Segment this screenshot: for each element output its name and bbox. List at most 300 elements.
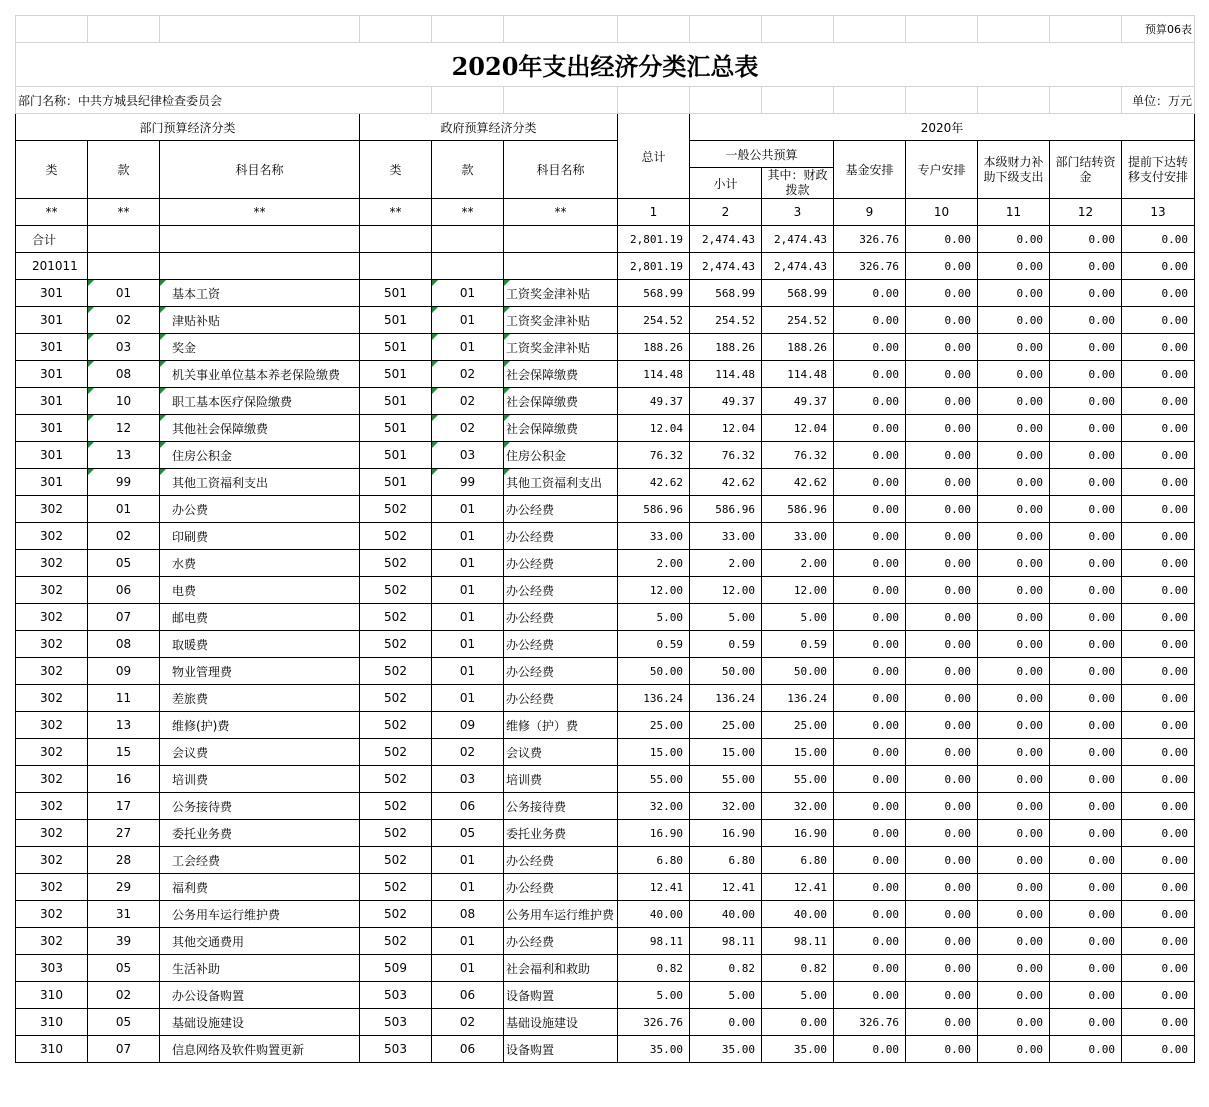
table-cell: 委托业务费 — [504, 820, 618, 847]
table-cell: 0.00 — [906, 550, 978, 577]
table-cell: 0.00 — [1050, 847, 1122, 874]
table-cell: 0.00 — [834, 280, 906, 307]
table-cell: 302 — [16, 874, 88, 901]
table-cell: 501 — [360, 334, 432, 361]
table-cell: 76.32 — [690, 442, 762, 469]
table-cell: 99 — [432, 469, 504, 496]
table-cell: 502 — [360, 577, 432, 604]
table-cell: 0.00 — [834, 334, 906, 361]
table-cell: 其他工资福利支出 — [504, 469, 618, 496]
table-cell: 0.00 — [1122, 1036, 1195, 1063]
table-cell: 01 — [432, 577, 504, 604]
column-code: 13 — [1122, 199, 1195, 226]
table-cell: 0.00 — [834, 523, 906, 550]
table-row — [16, 280, 1195, 307]
table-cell: 0.00 — [834, 874, 906, 901]
table-cell: 办公经费 — [504, 496, 618, 523]
table-cell: 办公经费 — [504, 847, 618, 874]
table-cell: 0.00 — [1122, 658, 1195, 685]
table-row — [16, 442, 1195, 469]
table-cell: 01 — [432, 631, 504, 658]
table-cell: 培训费 — [160, 766, 360, 793]
table-cell: 35.00 — [762, 1036, 834, 1063]
table-cell: 0.00 — [1122, 847, 1195, 874]
table-cell: 07 — [88, 604, 160, 631]
table-cell: 机关事业单位基本养老保险缴费 — [160, 361, 360, 388]
table-cell: 01 — [432, 928, 504, 955]
table-cell: 502 — [360, 658, 432, 685]
table-cell: 188.26 — [762, 334, 834, 361]
table-cell: 其他社会保障缴费 — [160, 415, 360, 442]
table-cell: 10 — [88, 388, 160, 415]
table-cell: 05 — [88, 955, 160, 982]
form-number: 预算06表 — [1122, 16, 1195, 43]
column-code: 10 — [906, 199, 978, 226]
table-cell: 0.00 — [1050, 793, 1122, 820]
table-cell: 0.00 — [1050, 523, 1122, 550]
table-cell: 5.00 — [690, 982, 762, 1009]
table-cell: 0.00 — [1050, 631, 1122, 658]
table-cell: 0.00 — [978, 901, 1050, 928]
table-cell: 住房公积金 — [504, 442, 618, 469]
table-cell: 0.00 — [978, 226, 1050, 253]
table-cell: 0.00 — [1050, 226, 1122, 253]
table-cell: 0.00 — [978, 847, 1050, 874]
table-cell: 2.00 — [618, 550, 690, 577]
table-cell: 0.00 — [906, 604, 978, 631]
table-cell: 01 — [88, 496, 160, 523]
table-cell: 27 — [88, 820, 160, 847]
column-code: 1 — [618, 199, 690, 226]
table-cell: 0.00 — [906, 712, 978, 739]
table-cell: 0.00 — [906, 415, 978, 442]
table-cell: 501 — [360, 307, 432, 334]
table-cell: 08 — [88, 361, 160, 388]
table-row — [16, 334, 1195, 361]
table-cell: 06 — [88, 577, 160, 604]
table-cell: 0.00 — [1050, 388, 1122, 415]
table-cell: 0.00 — [978, 982, 1050, 1009]
header-lei: 类 — [16, 141, 88, 199]
table-cell: 06 — [432, 982, 504, 1009]
table-cell: 0.00 — [1050, 766, 1122, 793]
table-cell: 0.00 — [906, 847, 978, 874]
table-cell: 0.00 — [1050, 469, 1122, 496]
table-cell: 0.00 — [1122, 415, 1195, 442]
table-cell: 11 — [88, 685, 160, 712]
table-cell: 502 — [360, 874, 432, 901]
table-cell: 0.00 — [1122, 550, 1195, 577]
table-cell: 0.00 — [834, 361, 906, 388]
table-cell: 07 — [88, 1036, 160, 1063]
table-cell: 办公费 — [160, 496, 360, 523]
column-code: ** — [88, 199, 160, 226]
table-cell: 0.00 — [834, 685, 906, 712]
table-cell: 0.00 — [834, 820, 906, 847]
table-cell: 0.00 — [906, 1036, 978, 1063]
column-code: 11 — [978, 199, 1050, 226]
table-cell: 2,474.43 — [762, 226, 834, 253]
table-cell: 502 — [360, 766, 432, 793]
table-cell: 0.00 — [1050, 307, 1122, 334]
page-title: 2020年支出经济分类汇总表 — [16, 43, 1195, 87]
table-row — [16, 226, 1195, 253]
table-cell: 568.99 — [762, 280, 834, 307]
table-cell: 6.80 — [618, 847, 690, 874]
table-row — [16, 874, 1195, 901]
table-cell: 02 — [88, 307, 160, 334]
table-cell: 设备购置 — [504, 982, 618, 1009]
table-cell: 0.00 — [906, 766, 978, 793]
table-cell: 0.00 — [762, 1009, 834, 1036]
table-cell: 0.00 — [1050, 280, 1122, 307]
table-cell: 0.00 — [1050, 1036, 1122, 1063]
table-cell — [432, 253, 504, 280]
table-cell: 08 — [88, 631, 160, 658]
table-cell: 05 — [88, 550, 160, 577]
table-cell: 01 — [432, 685, 504, 712]
table-cell: 0.00 — [1050, 496, 1122, 523]
table-cell — [160, 253, 360, 280]
table-cell: 02 — [432, 415, 504, 442]
table-cell: 501 — [360, 361, 432, 388]
table-cell: 301 — [16, 442, 88, 469]
table-cell: 0.00 — [1050, 334, 1122, 361]
table-cell: 社会福利和救助 — [504, 955, 618, 982]
table-cell: 住房公积金 — [160, 442, 360, 469]
table-cell: 502 — [360, 928, 432, 955]
table-cell: 301 — [16, 415, 88, 442]
table-cell: 302 — [16, 496, 88, 523]
table-body — [16, 226, 1195, 1063]
table-cell: 0.00 — [978, 280, 1050, 307]
table-cell: 0.00 — [978, 523, 1050, 550]
table-cell: 0.00 — [906, 928, 978, 955]
table-cell: 16.90 — [618, 820, 690, 847]
table-cell: 25.00 — [690, 712, 762, 739]
table-cell: 0.00 — [834, 658, 906, 685]
table-cell: 0.00 — [1122, 739, 1195, 766]
table-cell: 0.00 — [1050, 739, 1122, 766]
table-cell: 326.76 — [618, 1009, 690, 1036]
table-cell: 16.90 — [762, 820, 834, 847]
table-row — [16, 712, 1195, 739]
column-code: 2 — [690, 199, 762, 226]
table-cell: 12 — [88, 415, 160, 442]
table-cell: 15 — [88, 739, 160, 766]
table-cell: 0.00 — [906, 253, 978, 280]
table-cell: 586.96 — [690, 496, 762, 523]
table-cell: 502 — [360, 631, 432, 658]
table-cell: 0.00 — [1122, 226, 1195, 253]
table-cell — [88, 253, 160, 280]
table-cell: 5.00 — [762, 604, 834, 631]
table-row — [16, 604, 1195, 631]
table-cell: 0.00 — [1122, 496, 1195, 523]
table-cell: 33.00 — [690, 523, 762, 550]
table-cell: 01 — [432, 550, 504, 577]
table-cell: 0.00 — [1122, 307, 1195, 334]
table-cell: 0.00 — [978, 415, 1050, 442]
header-gov-class: 政府预算经济分类 — [360, 114, 618, 141]
table-cell: 其他交通费用 — [160, 928, 360, 955]
table-cell: 0.00 — [834, 928, 906, 955]
table-cell: 0.00 — [1122, 901, 1195, 928]
table-cell: 42.62 — [618, 469, 690, 496]
table-cell: 0.00 — [906, 874, 978, 901]
table-cell: 0.00 — [978, 577, 1050, 604]
table-cell: 职工基本医疗保险缴费 — [160, 388, 360, 415]
table-cell — [88, 226, 160, 253]
department-name: 部门名称：中共方城县纪律检查委员会 — [16, 87, 432, 114]
table-cell: 15.00 — [762, 739, 834, 766]
table-cell: 301 — [16, 307, 88, 334]
table-cell: 0.00 — [1122, 793, 1195, 820]
table-cell: 0.59 — [690, 631, 762, 658]
header-advance: 提前下达转移支付安排 — [1122, 141, 1195, 199]
table-cell: 0.00 — [834, 550, 906, 577]
table-cell: 办公设备购置 — [160, 982, 360, 1009]
table-cell: 0.00 — [906, 226, 978, 253]
table-cell: 35.00 — [690, 1036, 762, 1063]
table-cell: 502 — [360, 550, 432, 577]
table-cell: 0.00 — [834, 469, 906, 496]
table-cell: 0.00 — [1122, 874, 1195, 901]
table-cell: 会议费 — [504, 739, 618, 766]
table-cell: 取暖费 — [160, 631, 360, 658]
column-code-row — [16, 199, 1195, 226]
header-subject: 科目名称 — [160, 141, 360, 199]
table-cell: 0.00 — [906, 955, 978, 982]
table-cell: 32.00 — [762, 793, 834, 820]
table-cell: 公务接待费 — [160, 793, 360, 820]
table-cell: 302 — [16, 847, 88, 874]
table-cell: 0.00 — [1122, 631, 1195, 658]
table-cell: 0.00 — [1050, 658, 1122, 685]
table-cell: 326.76 — [834, 253, 906, 280]
table-cell: 2,474.43 — [690, 226, 762, 253]
table-cell: 0.00 — [1122, 523, 1195, 550]
table-cell: 12.00 — [618, 577, 690, 604]
table-cell — [160, 226, 360, 253]
table-cell: 印刷费 — [160, 523, 360, 550]
table-cell: 01 — [432, 955, 504, 982]
table-cell: 502 — [360, 685, 432, 712]
table-cell: 0.00 — [1050, 253, 1122, 280]
table-cell: 0.00 — [1122, 280, 1195, 307]
table-cell: 42.62 — [762, 469, 834, 496]
table-cell: 49.37 — [690, 388, 762, 415]
table-cell: 0.00 — [978, 1036, 1050, 1063]
table-cell: 0.00 — [978, 361, 1050, 388]
table-cell: 12.00 — [762, 577, 834, 604]
table-cell: 01 — [432, 847, 504, 874]
header-carryover: 部门结转资金 — [1050, 141, 1122, 199]
title-row — [16, 43, 1195, 87]
table-cell: 501 — [360, 442, 432, 469]
table-row — [16, 658, 1195, 685]
column-code: ** — [360, 199, 432, 226]
table-cell: 502 — [360, 820, 432, 847]
table-cell: 0.00 — [834, 982, 906, 1009]
table-cell: 502 — [360, 793, 432, 820]
table-cell: 0.00 — [1050, 901, 1122, 928]
table-cell: 08 — [432, 901, 504, 928]
table-cell: 0.00 — [978, 766, 1050, 793]
table-cell: 01 — [88, 280, 160, 307]
table-cell: 76.32 — [762, 442, 834, 469]
table-cell: 基础设施建设 — [504, 1009, 618, 1036]
table-cell: 0.00 — [978, 820, 1050, 847]
table-cell: 03 — [432, 442, 504, 469]
table-cell: 0.00 — [834, 901, 906, 928]
form-number-row — [16, 16, 1195, 43]
table-cell: 信息网络及软件购置更新 — [160, 1036, 360, 1063]
table-cell: 0.00 — [978, 955, 1050, 982]
table-row — [16, 388, 1195, 415]
table-cell: 254.52 — [618, 307, 690, 334]
table-cell: 188.26 — [618, 334, 690, 361]
table-cell: 0.00 — [906, 631, 978, 658]
table-cell: 0.00 — [978, 874, 1050, 901]
table-cell: 326.76 — [834, 226, 906, 253]
table-cell: 50.00 — [762, 658, 834, 685]
table-cell — [360, 226, 432, 253]
table-cell: 0.00 — [834, 1036, 906, 1063]
table-row — [16, 550, 1195, 577]
table-cell: 办公经费 — [504, 550, 618, 577]
table-cell: 302 — [16, 739, 88, 766]
table-cell: 电费 — [160, 577, 360, 604]
table-cell: 12.41 — [762, 874, 834, 901]
table-cell: 15.00 — [618, 739, 690, 766]
table-cell: 维修(护)费 — [160, 712, 360, 739]
table-cell: 办公经费 — [504, 874, 618, 901]
table-cell: 02 — [432, 388, 504, 415]
table-cell: 310 — [16, 1036, 88, 1063]
table-cell: 社会保障缴费 — [504, 415, 618, 442]
table-cell: 0.00 — [906, 361, 978, 388]
table-cell: 502 — [360, 847, 432, 874]
table-cell: 188.26 — [690, 334, 762, 361]
table-cell — [504, 253, 618, 280]
table-cell: 0.00 — [906, 307, 978, 334]
table-cell: 0.00 — [906, 901, 978, 928]
table-cell: 0.00 — [1050, 361, 1122, 388]
table-cell: 0.00 — [978, 550, 1050, 577]
table-cell: 503 — [360, 1036, 432, 1063]
table-cell: 0.00 — [1122, 361, 1195, 388]
table-cell: 0.00 — [690, 1009, 762, 1036]
table-cell: 工会经费 — [160, 847, 360, 874]
table-cell: 13 — [88, 712, 160, 739]
table-cell: 工资奖金津补贴 — [504, 334, 618, 361]
table-cell: 0.00 — [978, 739, 1050, 766]
table-cell: 15.00 — [690, 739, 762, 766]
table-cell: 16 — [88, 766, 160, 793]
table-cell: 0.00 — [834, 766, 906, 793]
table-cell: 06 — [432, 793, 504, 820]
table-cell: 0.00 — [906, 280, 978, 307]
table-cell: 物业管理费 — [160, 658, 360, 685]
table-cell: 5.00 — [618, 982, 690, 1009]
table-cell: 501 — [360, 415, 432, 442]
table-cell: 09 — [88, 658, 160, 685]
table-cell: 201011 — [16, 253, 88, 280]
table-cell: 0.00 — [1050, 820, 1122, 847]
table-cell: 2,801.19 — [618, 253, 690, 280]
header-gov-subject: 科目名称 — [504, 141, 618, 199]
table-cell: 136.24 — [618, 685, 690, 712]
table-cell: 工资奖金津补贴 — [504, 307, 618, 334]
table-cell: 32.00 — [690, 793, 762, 820]
table-cell: 维修（护）费 — [504, 712, 618, 739]
table-cell: 12.04 — [690, 415, 762, 442]
table-cell: 568.99 — [618, 280, 690, 307]
table-cell — [360, 253, 432, 280]
table-cell: 98.11 — [762, 928, 834, 955]
table-cell: 01 — [432, 658, 504, 685]
header-kuan: 款 — [88, 141, 160, 199]
table-cell: 98.11 — [690, 928, 762, 955]
table-cell: 0.00 — [1122, 1009, 1195, 1036]
table-cell: 0.59 — [762, 631, 834, 658]
header-gov-lei: 类 — [360, 141, 432, 199]
table-cell: 310 — [16, 982, 88, 1009]
header-of-which: 其中：财政拨款 — [762, 168, 834, 199]
table-cell: 0.00 — [1122, 442, 1195, 469]
table-cell: 303 — [16, 955, 88, 982]
table-cell: 0.00 — [1050, 415, 1122, 442]
table-cell: 49.37 — [762, 388, 834, 415]
table-cell: 12.41 — [618, 874, 690, 901]
table-cell: 2,474.43 — [762, 253, 834, 280]
table-cell: 奖金 — [160, 334, 360, 361]
table-cell: 503 — [360, 982, 432, 1009]
table-cell: 06 — [432, 1036, 504, 1063]
table-cell: 会议费 — [160, 739, 360, 766]
table-row — [16, 955, 1195, 982]
table-cell: 0.00 — [906, 577, 978, 604]
table-cell: 568.99 — [690, 280, 762, 307]
table-cell: 办公经费 — [504, 577, 618, 604]
table-cell: 0.00 — [1122, 820, 1195, 847]
table-cell: 502 — [360, 604, 432, 631]
table-cell: 39 — [88, 928, 160, 955]
table-cell: 301 — [16, 334, 88, 361]
table-cell: 02 — [88, 982, 160, 1009]
table-cell: 301 — [16, 469, 88, 496]
table-cell: 12.41 — [690, 874, 762, 901]
table-cell: 302 — [16, 685, 88, 712]
table-cell: 办公经费 — [504, 523, 618, 550]
table-cell: 0.00 — [1122, 712, 1195, 739]
table-cell: 302 — [16, 712, 88, 739]
table-row — [16, 820, 1195, 847]
table-row — [16, 631, 1195, 658]
table-cell: 50.00 — [690, 658, 762, 685]
table-cell: 0.00 — [834, 388, 906, 415]
table-cell: 0.00 — [978, 307, 1050, 334]
table-cell: 114.48 — [762, 361, 834, 388]
table-cell: 公务用车运行维护费 — [504, 901, 618, 928]
table-cell: 福利费 — [160, 874, 360, 901]
table-cell: 0.00 — [906, 982, 978, 1009]
table-cell: 2.00 — [762, 550, 834, 577]
column-code: 3 — [762, 199, 834, 226]
table-cell: 办公经费 — [504, 631, 618, 658]
table-cell: 02 — [432, 361, 504, 388]
